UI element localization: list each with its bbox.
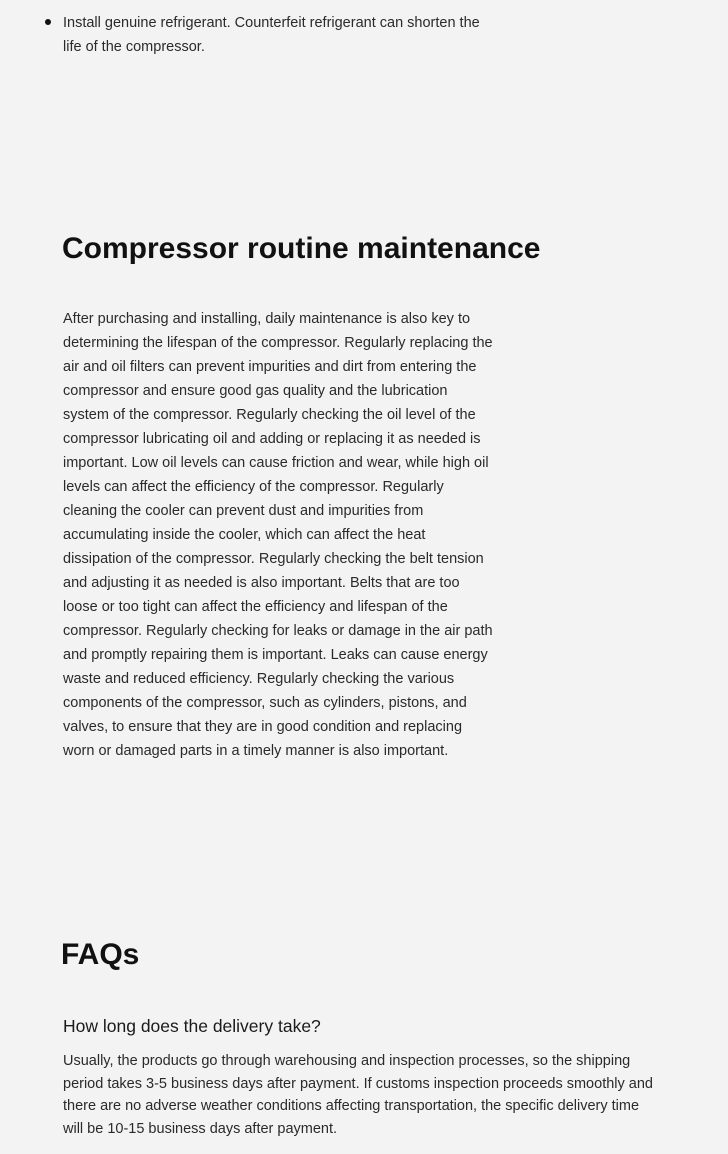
faq-heading: FAQs [61, 938, 140, 971]
bullet-dot-icon [45, 19, 51, 25]
feature-bullet-list [63, 11, 493, 59]
maintenance-heading: Compressor routine maintenance [62, 232, 541, 265]
faq-question: How long does the delivery take? [63, 1016, 321, 1036]
faq-answer: Usually, the products go through warehousing and inspection processes, so the shipping period takes 3-5 business days after payment. If customs inspection proceeds smoothly and there are no adverse weather conditions affecting transportation, the specific delivery time will be 10-15 business days after payment. [63, 1053, 653, 1137]
bullet-list-item [63, 11, 493, 59]
bullet-text: Install genuine refrigerant. Counterfeit refrigerant can shorten the life of the compressor. [63, 15, 480, 55]
maintenance-paragraph: After purchasing and installing, daily maintenance is also key to determining the lifespan of the compressor. Regularly replacing the air and oil filters can prevent impurities and dirt from entering the compressor and ensure good gas quality and the lubrication system of the compressor. Regularly checking the oil level of the compressor lubricating oil and adding or replacing it as needed is important. Low oil levels can cause friction and wear, while high oil levels can affect the efficiency of the compressor. Regularly cleaning the cooler can prevent dust and impurities from accumulating inside the cooler, which can affect the heat dissipation of the compressor. Regularly checking the belt tension and adjusting it as needed is also important. Belts that are too loose or too tight can affect the efficiency and lifespan of the compressor. Regularly checking for leaks or damage in the air path and promptly repairing them is important. Leaks can cause energy waste and reduced efficiency. Regularly checking the various components of the compressor, such as cylinders, pistons, and valves, to ensure that they are in good condition and replacing worn or damaged parts in a timely manner is also important. [63, 311, 493, 759]
